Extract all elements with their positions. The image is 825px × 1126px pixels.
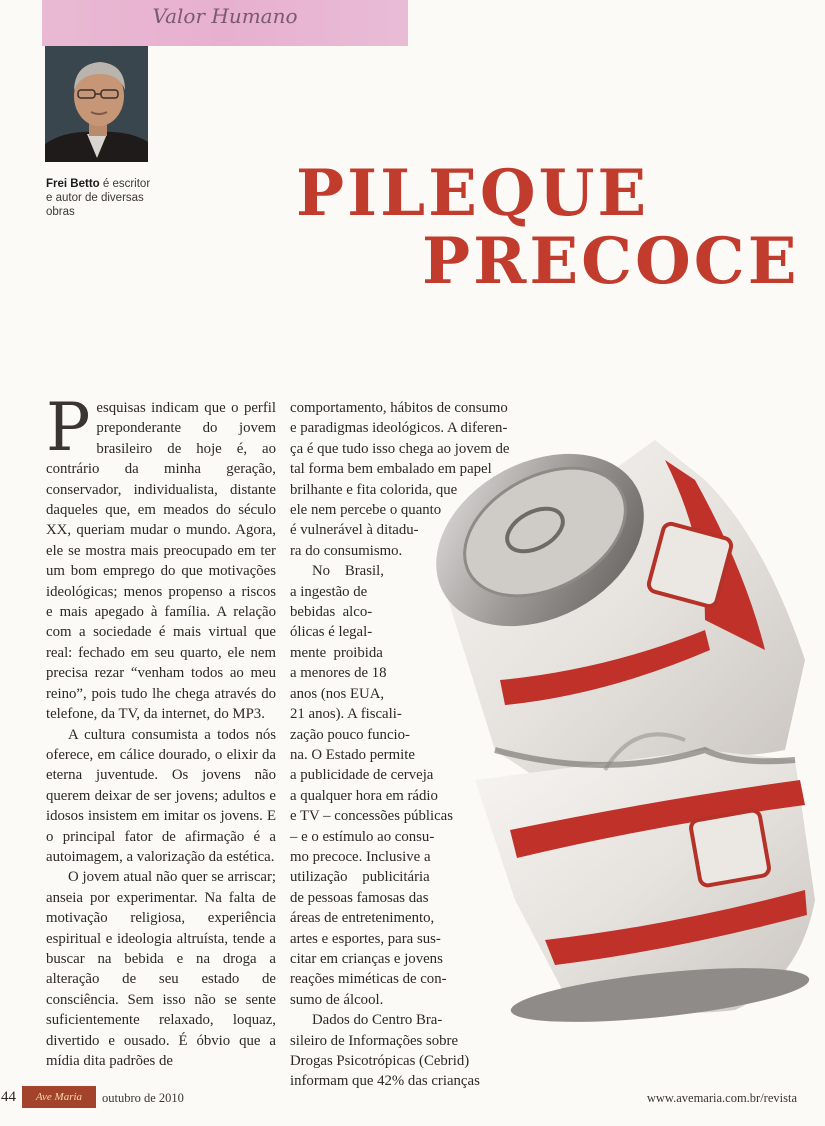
text-line: a ingestão de <box>290 583 368 600</box>
text-line: anos (nos EUA, <box>290 685 385 702</box>
website-url[interactable]: www.avemaria.com.br/revista <box>646 1091 797 1105</box>
paragraph <box>290 561 522 1010</box>
text-line: reações miméticas de con- <box>290 971 447 988</box>
dropcap: P <box>46 389 91 466</box>
author-portrait <box>45 46 148 162</box>
page-footer <box>0 1086 825 1116</box>
issue-date: outubro de 2010 <box>102 1091 184 1105</box>
text-line: Dados do Centro Bra- <box>312 1012 443 1029</box>
magazine-logo <box>22 1086 96 1108</box>
text-line: ça é que tudo isso chega ao jovem de <box>290 440 510 457</box>
text-line: artes e esportes, para sus- <box>290 930 441 947</box>
text-line: ele nem percebe o quanto <box>290 502 442 519</box>
text-line: tal forma bem embalado em papel <box>290 461 492 478</box>
text-line: e TV – concessões públicas <box>290 808 454 825</box>
text-line: zação pouco funcio- <box>290 726 410 743</box>
text-line: 21 anos). A fiscali- <box>290 706 402 723</box>
text-line: Drogas Psicotrópicas (Cebrid) <box>290 1053 470 1069</box>
column-left <box>46 389 276 1071</box>
text-line: sumo de álcool. <box>290 991 384 1008</box>
author-bio: é escritor e autor de diversas obras <box>46 178 151 218</box>
text-line: informam que 42% das crianças <box>290 1073 480 1090</box>
text-line: No Brasil, <box>312 563 384 580</box>
text-line: de pessoas famosas das <box>290 889 429 906</box>
paragraph: A cultura consumista a todos nós oferece, em cálice dourado, o elixir da eterna juventude. Os jovens não querem deixar de ser jovens; adultos e idosos insistem em imitar os jovens. E o principal fator de afirmação é a autoimagem, a valorização da estética. <box>46 726 276 865</box>
text-line: a publicidade de cerveja <box>290 767 434 784</box>
text-line: mente proibida <box>290 644 383 661</box>
section-header <box>42 0 408 46</box>
text-line: a qualquer hora em rádio <box>290 787 438 804</box>
text-line: na. O Estado permite <box>290 746 415 763</box>
text-line: é vulnerável à ditadu- <box>290 522 419 539</box>
magazine-name: Ave Maria <box>35 1091 83 1103</box>
text-line: citar em crianças e jovens <box>290 950 443 967</box>
text-line: e paradigmas ideológicos. A diferen- <box>290 420 508 437</box>
text-line: comportamento, hábitos de consumo <box>290 400 508 416</box>
text-line: áreas de entretenimento, <box>290 910 435 927</box>
text-line: mo precoce. Inclusive a <box>290 848 431 865</box>
text-line: utilização publicitária <box>290 869 430 886</box>
page-number: 44 <box>1 1089 16 1105</box>
author-name: Frei Betto <box>46 178 100 190</box>
title-line-1: PILEQUE <box>296 156 650 231</box>
section-title: Valor Humano <box>152 4 298 28</box>
text-line: brilhante e fita colorida, que <box>290 481 458 498</box>
author-caption <box>46 177 158 219</box>
text-line: ólicas é legal- <box>290 624 373 641</box>
title-line-2: PRECOCE <box>422 224 800 299</box>
article-title <box>290 156 800 299</box>
text-line: bebidas alco- <box>290 604 373 621</box>
text-line: – e o estímulo ao consu- <box>290 828 435 845</box>
column-right <box>290 398 522 1092</box>
text-line: a menores de 18 <box>290 665 387 682</box>
paragraph <box>290 1010 522 1092</box>
text-line: sileiro de Informações sobre <box>290 1032 459 1049</box>
paragraph-text: esquisas indicam que o perfil preponderante do jovem brasileiro de hoje é, ao contrário da minha geração, conservador, individualista, distante daqueles que, em meados do século XX, queriam mudar o mundo. Agora, ele se mostra mais preocupado em ter um bom emprego do que motivações ideológicas; menos propenso a riscos e mais apegado à família. A relação com a sociedade é mais virtual que real: fechado em seu quarto, ele nem precisa rezar “venham todos ao meu reino”, pois tudo lhe chega através do telefone, da TV, da internet, do MP3. <box>46 400 276 723</box>
paragraph <box>46 389 276 725</box>
paragraph: O jovem atual não quer se arriscar; anseia por experimentar. Na falta de motivação religiosa, experiência espiritual e ideologia altruísta, tende a buscar na bebida e na droga a alteração de seu estado de consciência. Sem isso não se sente suficientemente relaxado, loquaz, divertido e ousado. É óbvio que a mídia dita padrões de <box>46 869 276 1069</box>
text-line: ra do consumismo. <box>290 542 403 559</box>
paragraph <box>290 398 522 561</box>
